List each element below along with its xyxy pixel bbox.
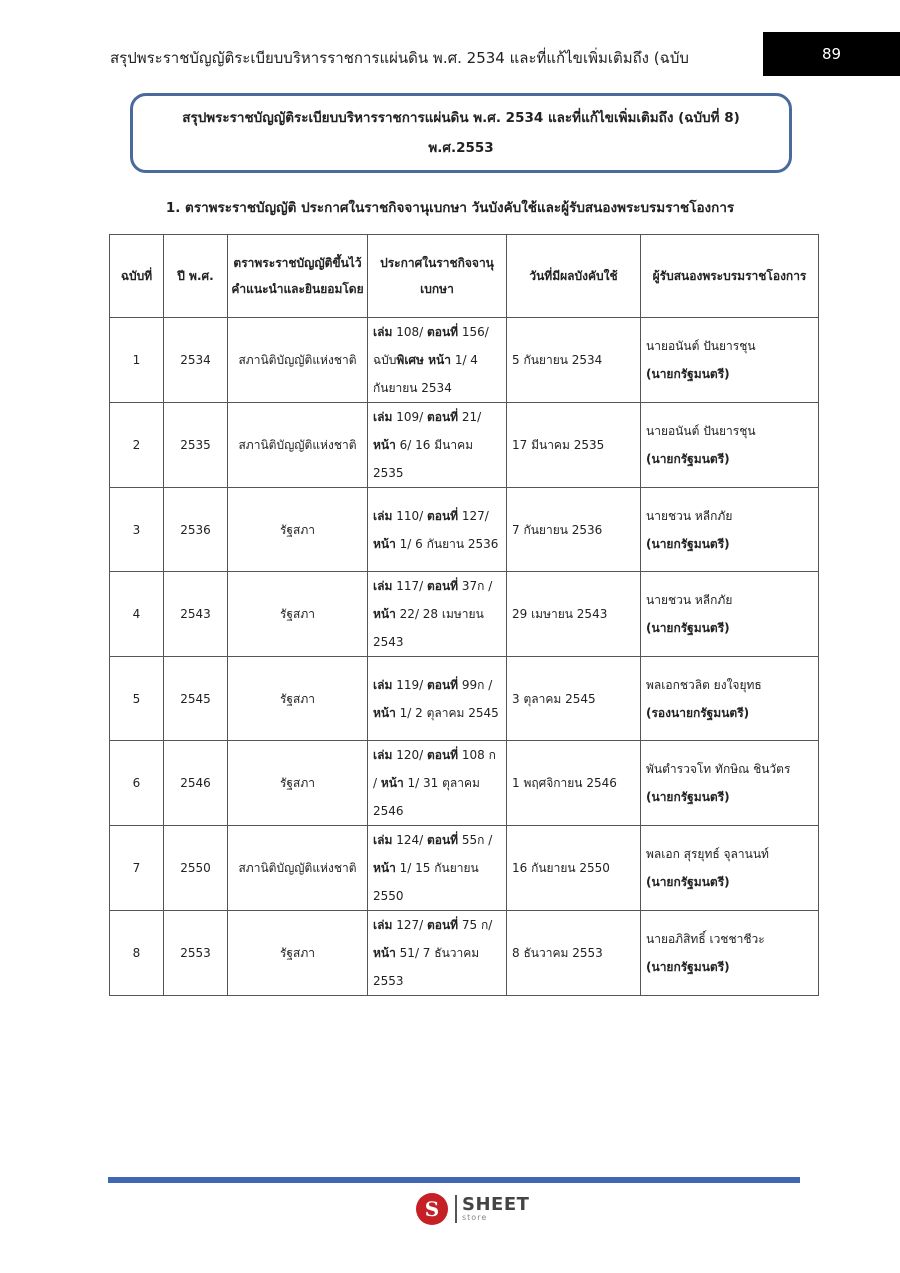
logo-mark-icon: S bbox=[416, 1193, 448, 1225]
gazette-section: 108 ก / bbox=[373, 748, 496, 790]
cell-countersigner bbox=[641, 572, 819, 657]
header-enacted-by: ตราพระราชบัญญัติขึ้นไว้คำแนะนำและยินยอมโดย bbox=[228, 235, 368, 318]
countersigner-position: (นายกรัฐมนตรี) bbox=[646, 790, 730, 804]
cell-effective-date: 17 มีนาคม 2535 bbox=[507, 403, 641, 488]
gazette-section: 75 ก/ bbox=[458, 918, 493, 932]
table-row bbox=[110, 488, 819, 572]
amendments-table bbox=[109, 234, 819, 996]
cell-enacted-by: รัฐสภา bbox=[228, 572, 368, 657]
logo-subword: store bbox=[462, 1213, 488, 1222]
running-header-title: สรุปพระราชบัญญัติระเบียบบริหารราชการแผ่นดิน พ.ศ. 2534 และที่แก้ไขเพิ่มเติมถึง (ฉบับ bbox=[110, 49, 689, 67]
cell-gazette bbox=[368, 572, 507, 657]
gazette-volume: 109/ bbox=[392, 410, 427, 424]
document-title-line-2: พ.ศ.2553 bbox=[428, 140, 494, 156]
gazette-volume-label: เล่ม bbox=[373, 833, 393, 847]
header-countersigner: ผู้รับสนองพระบรมราชโองการ bbox=[641, 235, 819, 318]
gazette-section: 21/ bbox=[458, 410, 482, 424]
gazette-section-label: ตอนที่ bbox=[426, 325, 459, 339]
countersigner-name: นายชวน หลีกภัย bbox=[646, 593, 733, 607]
cell-enacted-by: สภานิติบัญญัติแห่งชาติ bbox=[228, 318, 368, 403]
gazette-page-date: 22/ 28 เมษายน 2543 bbox=[373, 607, 484, 649]
cell-effective-date: 3 ตุลาคม 2545 bbox=[507, 657, 641, 741]
countersigner-name: นายอนันต์ ปันยารชุน bbox=[646, 424, 756, 438]
logo-divider bbox=[455, 1195, 457, 1223]
gazette-section-label: ตอนที่ bbox=[426, 833, 459, 847]
cell-enacted-by: รัฐสภา bbox=[228, 657, 368, 741]
gazette-volume: 108/ bbox=[392, 325, 427, 339]
countersigner-name: นายชวน หลีกภัย bbox=[646, 508, 733, 523]
cell-gazette bbox=[368, 741, 507, 826]
countersigner-name: พลเอก สุรยุทธ์ จุลานนท์ bbox=[646, 847, 769, 861]
cell-countersigner bbox=[641, 403, 819, 488]
countersigner-name: นายอภิสิทธิ์ เวชชาชีวะ bbox=[646, 932, 765, 946]
gazette-page-date: 6/ 16 มีนาคม 2535 bbox=[373, 438, 474, 480]
cell-enacted-by: สภานิติบัญญัติแห่งชาติ bbox=[228, 826, 368, 911]
table-row bbox=[110, 403, 819, 488]
gazette-section: 127/ bbox=[458, 508, 489, 523]
table-row bbox=[110, 741, 819, 826]
cell-gazette bbox=[368, 911, 507, 996]
gazette-volume-label: เล่ม bbox=[373, 918, 393, 932]
countersigner-name: นายอนันต์ ปันยารชุน bbox=[646, 339, 756, 353]
table-row bbox=[110, 657, 819, 741]
cell-no: 5 bbox=[110, 657, 164, 741]
cell-countersigner bbox=[641, 318, 819, 403]
cell-gazette bbox=[368, 657, 507, 741]
table-row bbox=[110, 911, 819, 996]
cell-effective-date: 8 ธันวาคม 2553 bbox=[507, 911, 641, 996]
cell-year: 2534 bbox=[164, 318, 228, 403]
cell-no: 4 bbox=[110, 572, 164, 657]
gazette-page-label: หน้า bbox=[380, 776, 404, 790]
header-no: ฉบับที่ bbox=[110, 235, 164, 318]
table-header-row bbox=[110, 235, 819, 318]
cell-effective-date: 16 กันยายน 2550 bbox=[507, 826, 641, 911]
cell-effective-date: 7 กันยายน 2536 bbox=[507, 488, 641, 572]
countersigner-position: (นายกรัฐมนตรี) bbox=[646, 452, 730, 466]
countersigner-position: (นายกรัฐมนตรี) bbox=[646, 536, 730, 551]
cell-gazette bbox=[368, 488, 507, 572]
document-title-line-1: สรุปพระราชบัญญัติระเบียบบริหารราชการแผ่นดิน พ.ศ. 2534 และที่แก้ไขเพิ่มเติมถึง (ฉบับที่ 8) bbox=[182, 110, 740, 126]
page-number-box bbox=[763, 32, 900, 76]
gazette-page-label: หน้า bbox=[373, 438, 396, 452]
header-effective-date: วันที่มีผลบังคับใช้ bbox=[507, 235, 641, 318]
gazette-volume: 127/ bbox=[392, 918, 427, 932]
gazette-page-date: 1/ 31 ตุลาคม 2546 bbox=[373, 776, 480, 818]
gazette-page-date: 51/ 7 ธันวาคม 2553 bbox=[373, 946, 480, 988]
logo-word: SHEET bbox=[462, 1194, 530, 1215]
cell-enacted-by: รัฐสภา bbox=[228, 741, 368, 826]
cell-year: 2543 bbox=[164, 572, 228, 657]
cell-countersigner bbox=[641, 488, 819, 572]
cell-effective-date: 1 พฤศจิกายน 2546 bbox=[507, 741, 641, 826]
gazette-page-date: 1/ 15 กันยายน 2550 bbox=[373, 861, 479, 903]
cell-year: 2550 bbox=[164, 826, 228, 911]
logo-text bbox=[462, 1196, 529, 1222]
cell-no: 1 bbox=[110, 318, 164, 403]
countersigner-position: (นายกรัฐมนตรี) bbox=[646, 367, 730, 381]
cell-gazette bbox=[368, 403, 507, 488]
gazette-section: 156/ ฉบับ bbox=[373, 325, 489, 367]
gazette-volume: 117/ bbox=[392, 579, 427, 593]
gazette-page-label: หน้า bbox=[373, 861, 396, 875]
countersigner-position: (รองนายกรัฐมนตรี) bbox=[646, 705, 750, 720]
cell-no: 6 bbox=[110, 741, 164, 826]
gazette-section-label: ตอนที่ bbox=[426, 677, 459, 692]
gazette-section: 99ก / bbox=[458, 677, 493, 692]
cell-enacted-by: สภานิติบัญญัติแห่งชาติ bbox=[228, 403, 368, 488]
cell-year: 2546 bbox=[164, 741, 228, 826]
gazette-volume: 120/ bbox=[392, 748, 427, 762]
gazette-volume-label: เล่ม bbox=[373, 748, 393, 762]
header-year: ปี พ.ศ. bbox=[164, 235, 228, 318]
cell-no: 3 bbox=[110, 488, 164, 572]
table-row bbox=[110, 572, 819, 657]
countersigner-position: (นายกรัฐมนตรี) bbox=[646, 621, 730, 635]
cell-year: 2536 bbox=[164, 488, 228, 572]
cell-effective-date: 29 เมษายน 2543 bbox=[507, 572, 641, 657]
gazette-volume-label: เล่ม bbox=[373, 677, 393, 692]
gazette-volume-label: เล่ม bbox=[373, 579, 393, 593]
footer-line bbox=[108, 1177, 800, 1183]
cell-countersigner bbox=[641, 741, 819, 826]
gazette-volume-label: เล่ม bbox=[373, 325, 393, 339]
cell-effective-date: 5 กันยายน 2534 bbox=[507, 318, 641, 403]
gazette-page-date: 1/ 4 กันยายน 2534 bbox=[373, 353, 478, 395]
countersigner-name: พันตำรวจโท ทักษิณ ชินวัตร bbox=[646, 762, 791, 776]
cell-countersigner bbox=[641, 911, 819, 996]
page-number: 89 bbox=[821, 45, 842, 63]
sheet-store-logo bbox=[416, 1193, 529, 1225]
cell-no: 2 bbox=[110, 403, 164, 488]
countersigner-position: (นายกรัฐมนตรี) bbox=[646, 875, 730, 889]
document-title-box bbox=[130, 93, 792, 173]
gazette-page-label: หน้า bbox=[373, 946, 396, 960]
cell-gazette bbox=[368, 318, 507, 403]
cell-gazette bbox=[368, 826, 507, 911]
cell-enacted-by: รัฐสภา bbox=[228, 911, 368, 996]
cell-countersigner bbox=[641, 657, 819, 741]
gazette-volume-label: เล่ม bbox=[373, 410, 393, 424]
table-row bbox=[110, 826, 819, 911]
gazette-section-label: ตอนที่ bbox=[426, 918, 459, 932]
gazette-page-label: หน้า bbox=[373, 536, 396, 551]
gazette-page-label: หน้า bbox=[373, 705, 396, 720]
gazette-volume: 119/ bbox=[392, 677, 427, 692]
cell-enacted-by: รัฐสภา bbox=[228, 488, 368, 572]
gazette-volume-label: เล่ม bbox=[373, 508, 393, 523]
gazette-page-label: พิเศษ หน้า bbox=[396, 353, 451, 367]
gazette-section: 55ก / bbox=[458, 833, 493, 847]
gazette-section-label: ตอนที่ bbox=[426, 508, 459, 523]
gazette-section: 37ก / bbox=[458, 579, 493, 593]
gazette-section-label: ตอนที่ bbox=[426, 748, 459, 762]
cell-year: 2545 bbox=[164, 657, 228, 741]
gazette-volume: 124/ bbox=[392, 833, 427, 847]
countersigner-name: พลเอกชวลิต ยงใจยุทธ bbox=[646, 677, 762, 692]
countersigner-position: (นายกรัฐมนตรี) bbox=[646, 960, 730, 974]
cell-no: 8 bbox=[110, 911, 164, 996]
table-row bbox=[110, 318, 819, 403]
gazette-volume: 110/ bbox=[392, 508, 427, 523]
gazette-section-label: ตอนที่ bbox=[426, 579, 459, 593]
gazette-page-date: 1/ 2 ตุลาคม 2545 bbox=[395, 705, 499, 720]
cell-year: 2553 bbox=[164, 911, 228, 996]
cell-year: 2535 bbox=[164, 403, 228, 488]
cell-no: 7 bbox=[110, 826, 164, 911]
header-gazette: ประกาศในราชกิจจานุเบกษา bbox=[368, 235, 507, 318]
cell-countersigner bbox=[641, 826, 819, 911]
gazette-page-date: 1/ 6 กันยาน 2536 bbox=[395, 536, 499, 551]
section-heading: 1. ตราพระราชบัญญัติ ประกาศในราชกิจจานุเบกษา วันบังคับใช้และผู้รับสนองพระบรมราชโองการ bbox=[165, 200, 735, 216]
gazette-page-label: หน้า bbox=[373, 607, 396, 621]
gazette-section-label: ตอนที่ bbox=[426, 410, 459, 424]
